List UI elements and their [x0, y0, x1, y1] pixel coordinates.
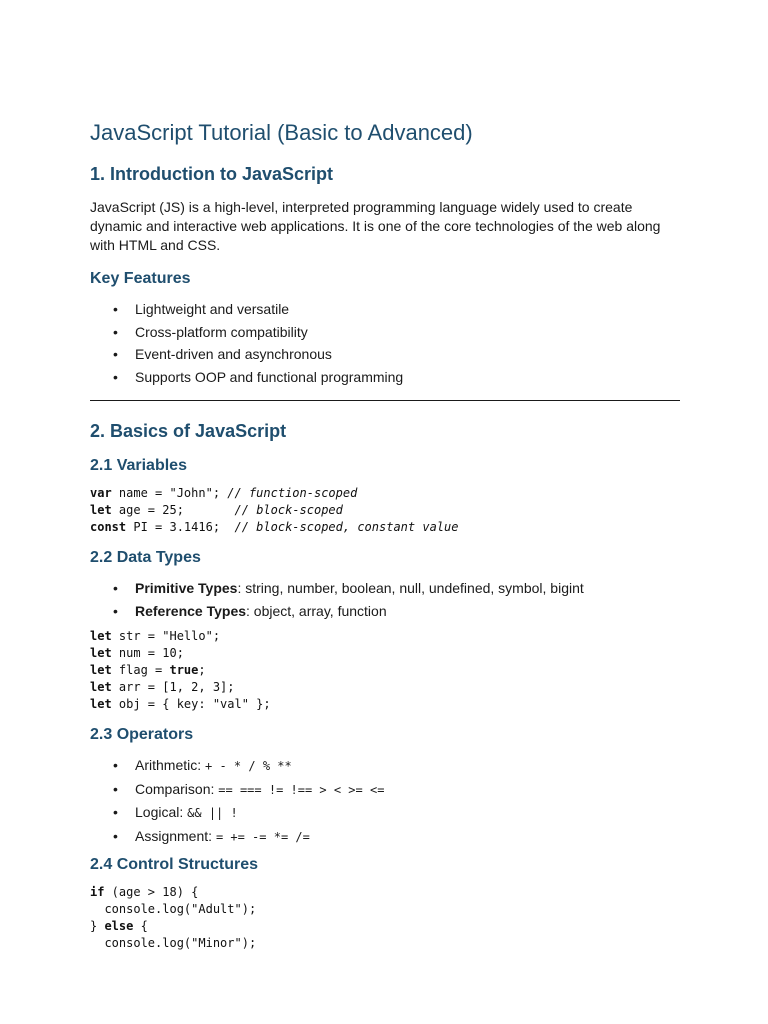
data-types-list: [90, 577, 680, 622]
code-text: ;: [198, 662, 206, 677]
code-text: name = "John";: [111, 486, 228, 500]
list-item: [135, 600, 680, 623]
variables-heading: 2.1 Variables: [90, 457, 187, 474]
key-features-heading: Key Features: [90, 270, 191, 287]
item-text: : object, array, function: [246, 602, 387, 619]
code-text: age = 25;: [111, 502, 235, 517]
code-comment: // block-scoped: [234, 502, 343, 517]
code-text: arr = [1, 2, 3];: [111, 679, 235, 694]
section-1-heading: 1. Introduction to JavaScript: [90, 164, 334, 184]
intro-paragraph: JavaScript (JS) is a high-level, interpreted programming language widely used to create dynamic and interactive web applications. It is one of the core technologies of the web along with HTML and CSS.: [90, 199, 661, 253]
list-item: [135, 801, 680, 825]
key-features-list: [90, 298, 680, 388]
code-text: {: [133, 918, 148, 933]
code-keyword: let: [90, 696, 112, 711]
code-keyword: let: [90, 502, 112, 517]
code-text: console.log("Minor");: [90, 935, 257, 950]
code-keyword: let: [90, 662, 112, 677]
item-label: Comparison:: [135, 780, 219, 797]
section-2-heading: 2. Basics of JavaScript: [90, 421, 287, 441]
item-label: Reference Types: [135, 602, 247, 619]
list-item: • Event-driven and asynchronous: [135, 343, 680, 366]
item-label: Arithmetic:: [135, 757, 206, 774]
code-text: str = "Hello";: [111, 629, 221, 644]
code-text: PI = 3.1416;: [126, 519, 235, 534]
inline-code: == === != !== > < >= <=: [218, 782, 385, 797]
document-page: [90, 118, 680, 964]
code-text: console.log("Adult");: [90, 902, 257, 917]
variables-code-block: [90, 485, 680, 535]
list-item: [135, 577, 680, 600]
code-keyword: let: [90, 679, 112, 694]
code-keyword: const: [90, 519, 127, 534]
inline-code: = += -= *= /=: [215, 829, 310, 844]
data-types-code-block: [90, 628, 680, 712]
item-label: Assignment:: [135, 827, 216, 844]
code-keyword: else: [104, 918, 134, 933]
code-keyword: let: [90, 646, 112, 661]
doc-title: JavaScript Tutorial (Basic to Advanced): [90, 120, 473, 145]
operators-list: [90, 754, 680, 848]
list-item: [135, 778, 680, 802]
list-item: • Supports OOP and functional programming: [135, 366, 680, 389]
code-comment: // function-scoped: [227, 486, 358, 500]
code-text: flag =: [111, 662, 170, 677]
item-label: Primitive Types: [135, 580, 238, 597]
code-text: num = 10;: [111, 646, 184, 661]
list-item: • Lightweight and versatile: [135, 298, 680, 321]
code-text: obj = { key: "val" };: [111, 696, 271, 711]
code-keyword: if: [90, 885, 105, 900]
code-keyword: true: [169, 662, 199, 677]
item-label: Logical:: [135, 804, 188, 821]
operators-heading: 2.3 Operators: [90, 726, 194, 744]
code-keyword: var: [90, 486, 112, 500]
inline-code: + - * / % **: [205, 759, 292, 774]
section-divider: [90, 400, 680, 401]
code-comment: // block-scoped, constant value: [234, 519, 459, 534]
item-text: : string, number, boolean, null, undefined, symbol, bigint: [237, 580, 584, 597]
list-item: [135, 825, 680, 849]
data-types-heading: 2.2 Data Types: [90, 549, 201, 567]
code-text: (age > 18) {: [104, 885, 199, 900]
control-structures-heading: 2.4 Control Structures: [90, 856, 259, 874]
control-code-block: [90, 884, 680, 951]
inline-code: && || !: [187, 806, 238, 821]
code-keyword: let: [90, 629, 112, 644]
code-text: }: [90, 918, 105, 933]
list-item: [135, 754, 680, 778]
list-item: • Cross-platform compatibility: [135, 321, 680, 344]
